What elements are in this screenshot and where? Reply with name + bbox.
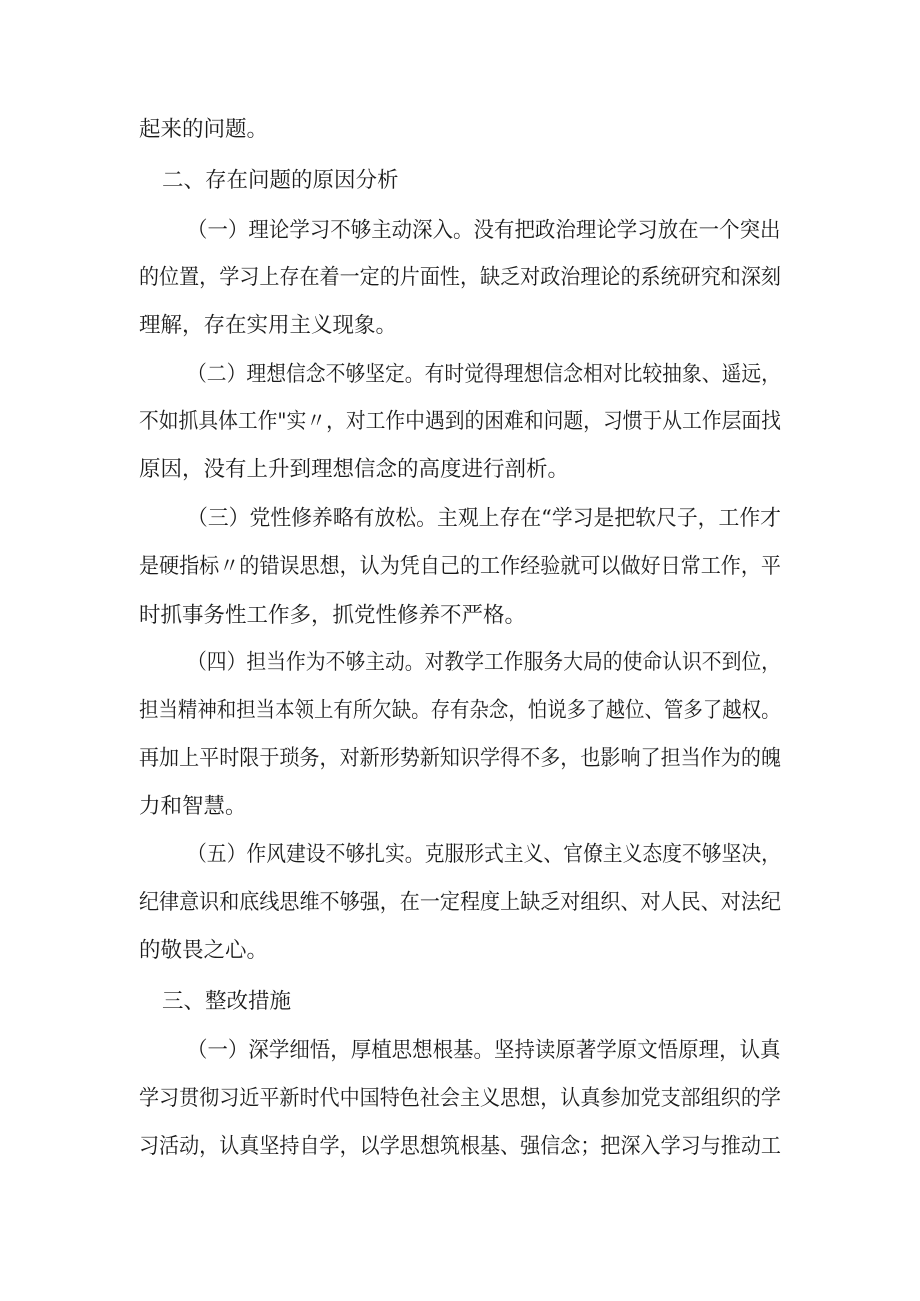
paragraph-line xyxy=(0,1127,920,1167)
text-line: 担当精神和担当本领上有所欠缺。存有杂念，怕说多了越位、管多了越权。 xyxy=(139,698,781,723)
text-line: （五）作风建设不够扎实。克服形式主义、官僚主义态度不够坚决， xyxy=(187,842,781,867)
paragraph-line xyxy=(0,110,920,150)
text-line: 时抓事务性工作多，抓党性修养不严格。 xyxy=(139,603,527,628)
text-line: 是硬指标〃的错误思想，认为凭自己的工作经验就可以做好日常工作，平 xyxy=(139,554,781,579)
paragraph-line xyxy=(0,739,920,779)
text-line: 学习贯彻习近平新时代中国特色社会主义思想，认真参加党支部组织的学 xyxy=(139,1086,781,1111)
section-heading-line xyxy=(0,161,920,201)
text-line: 力和智慧。 xyxy=(139,794,247,819)
paragraph-line xyxy=(0,835,920,875)
paragraph-line xyxy=(0,402,920,442)
paragraph-line xyxy=(0,499,920,539)
text-line: （一）理论学习不够主动深入。没有把政治理论学习放在一个突出 xyxy=(187,218,781,243)
paragraph-line xyxy=(0,547,920,587)
paragraph-line xyxy=(0,306,920,346)
section-heading: 三、整改措施 xyxy=(162,989,292,1014)
paragraph-line xyxy=(0,931,920,971)
text-line: 的敬畏之心。 xyxy=(139,938,269,963)
paragraph-line xyxy=(0,883,920,923)
paragraph-line xyxy=(0,787,920,827)
paragraph-line xyxy=(0,450,920,490)
text-line: 理解，存在实用主义现象。 xyxy=(139,313,398,338)
paragraph-line xyxy=(0,691,920,731)
paragraph-line xyxy=(0,1031,920,1071)
text-line: （一）深学细悟，厚植思想根基。坚持读原著学原文悟原理，认真 xyxy=(187,1038,781,1063)
paragraph-line xyxy=(0,643,920,683)
text-line: 原因，没有上升到理想信念的高度进行剖析。 xyxy=(139,457,570,482)
text-line: （三）党性修养略有放松。主观上存在“学习是把软尺子，工作才 xyxy=(187,506,781,531)
text-line: （四）担当作为不够主动。对教学工作服务大局的使命认识不到位， xyxy=(187,650,781,675)
text-line: 纪律意识和底线思维不够强，在一定程度上缺乏对组织、对人民、对法纪 xyxy=(139,890,781,915)
paragraph-line xyxy=(0,596,920,636)
text-line: 的位置，学习上存在着一定的片面性，缺乏对政治理论的系统研究和深刻 xyxy=(139,265,781,290)
text-line: 再加上平时限于琐务，对新形势新知识学得不多，也影响了担当作为的魄 xyxy=(139,746,781,771)
text-line: （二）理想信念不够坚定。有时觉得理想信念相对比较抽象、遥远， xyxy=(187,362,781,387)
paragraph-line xyxy=(0,258,920,298)
section-heading: 二、存在问题的原因分析 xyxy=(162,168,399,193)
paragraph-line xyxy=(0,1079,920,1119)
text-line: 不如抓具体工作"实〃，对工作中遇到的困难和问题，习惯于从工作层面找 xyxy=(139,409,781,434)
text-line: 习活动，认真坚持自学，以学思想筑根基、强信念；把深入学习与推动工 xyxy=(139,1134,781,1159)
text-line: 起来的问题。 xyxy=(139,117,269,142)
paragraph-line xyxy=(0,211,920,251)
section-heading-line xyxy=(0,982,920,1022)
paragraph-line xyxy=(0,355,920,395)
